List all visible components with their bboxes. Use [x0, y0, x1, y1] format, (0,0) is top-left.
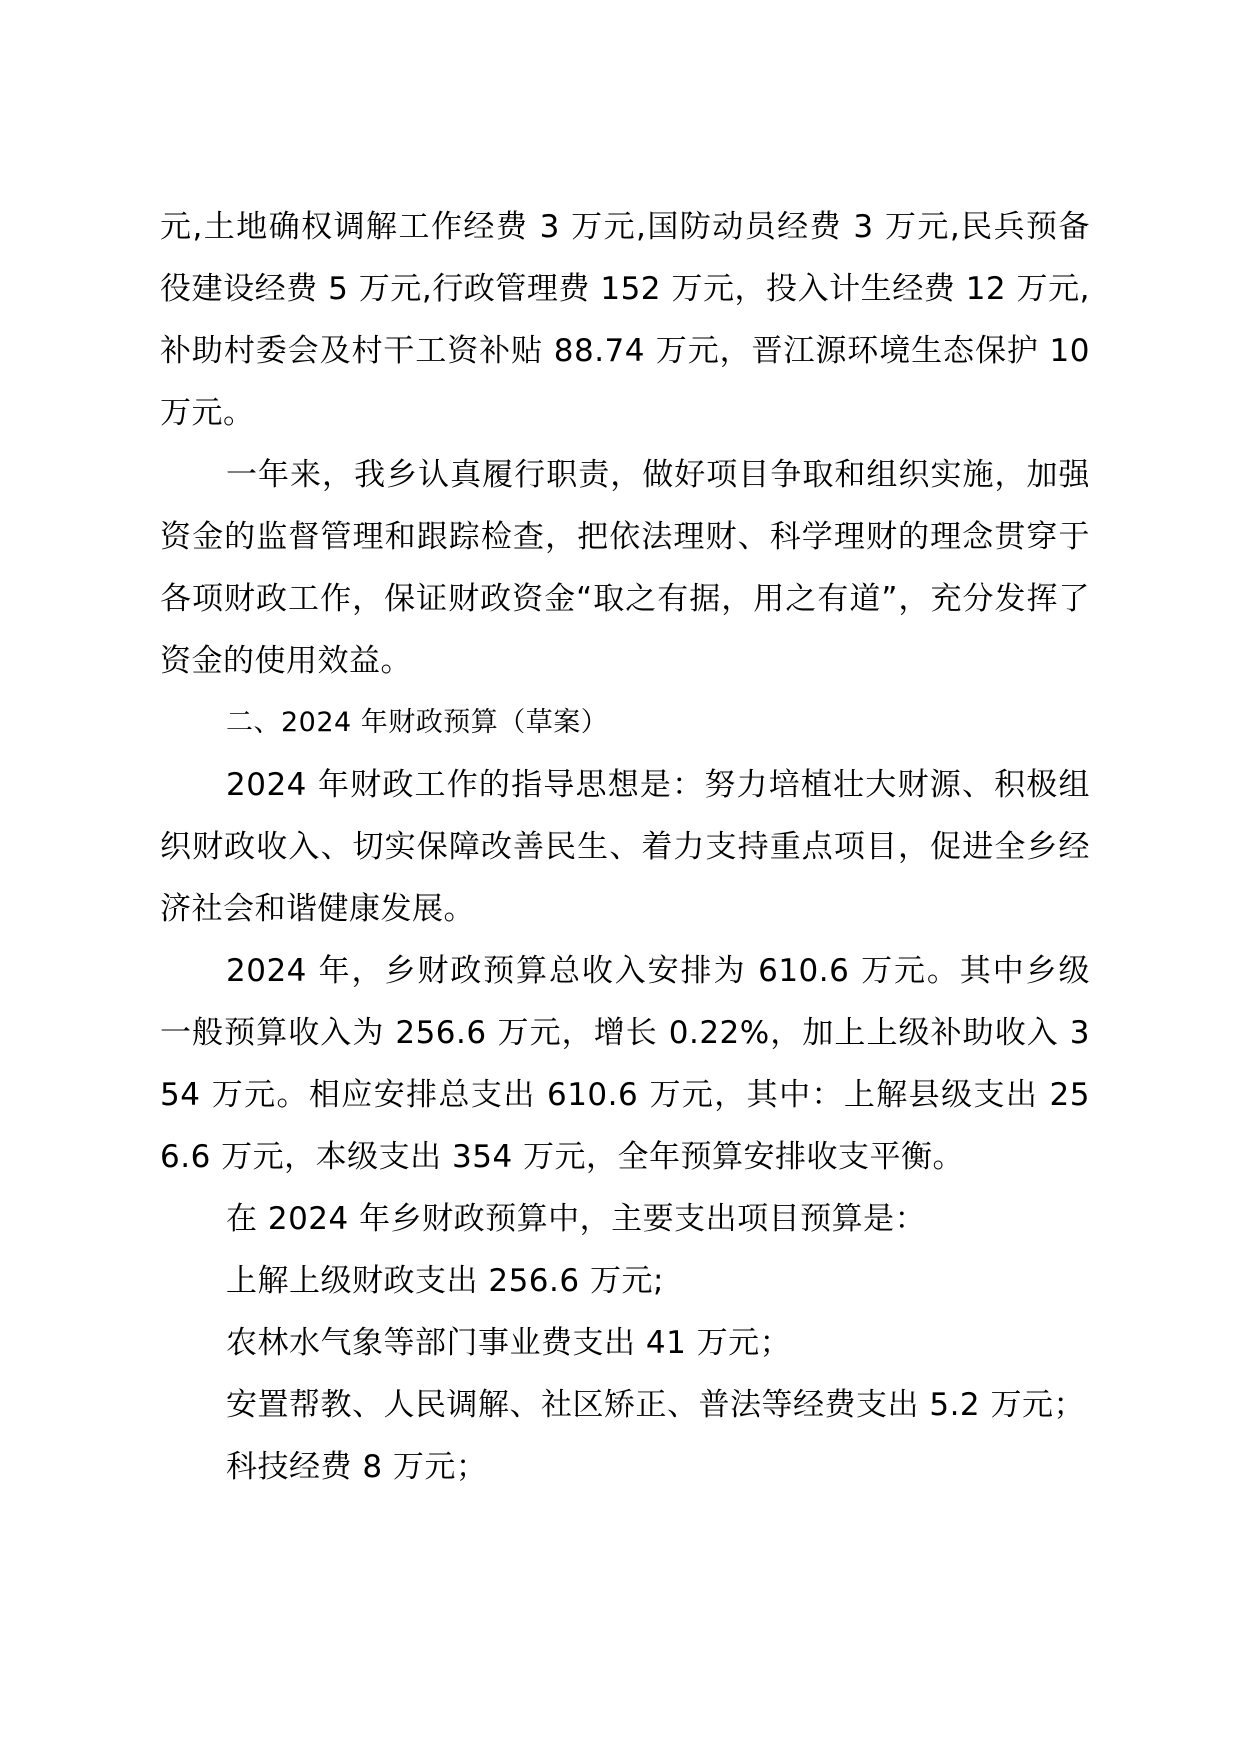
paragraph-main-expenditures-intro: 在 2024 年乡财政预算中，主要支出项目预算是：	[226, 1201, 927, 1237]
list-item-upper-level-transfer: 上解上级财政支出 256.6 万元;	[226, 1263, 664, 1299]
paragraph-guiding-principle: 2024 年财政工作的指导思想是：努力培植壮大财源、积极组织财政收入、切实保障改善民生、着力支持重点项目，促进全乡经济社会和谐健康发展。	[160, 767, 1090, 927]
list-item-mediation-expense: 安置帮教、人民调解、社区矫正、普法等经费支出 5.2 万元；	[226, 1387, 1086, 1423]
paragraph-year-summary: 一年来，我乡认真履行职责，做好项目争取和组织实施，加强资金的监督管理和跟踪检查，把依法理财、科学理财的理念贯穿于各项财政工作，保证财政资金“取之有据，用之有道”，充分发挥了资金的使用效益。	[160, 457, 1090, 679]
list-item-agriculture-expense: 农林水气象等部门事业费支出 41 万元；	[226, 1325, 792, 1361]
list-item-technology-expense: 科技经费 8 万元；	[226, 1449, 488, 1485]
paragraph-budget-totals: 2024 年，乡财政预算总收入安排为 610.6 万元。其中乡级一般预算收入为 256.6 万元，增长 0.22%，加上上级补助收入 354 万元。相应安排总支出 610.6 万元，其中：上解县级支出 256.6 万元，本级支出 354 万元，全年预算安排收支平衡。	[160, 953, 1090, 1175]
paragraph-expense-continuation: 元,土地确权调解工作经费 3 万元,国防动员经费 3 万元,民兵预备役建设经费 5 万元,行政管理费 152 万元，投入计生经费 12 万元,补助村委会及村干工资补贴 88.74 万元，晋江源环境生态保护 10 万元。	[160, 209, 1090, 431]
section-heading-budget-draft: 二、2024 年财政预算（草案）	[226, 707, 609, 738]
document-page	[160, 196, 1090, 1498]
